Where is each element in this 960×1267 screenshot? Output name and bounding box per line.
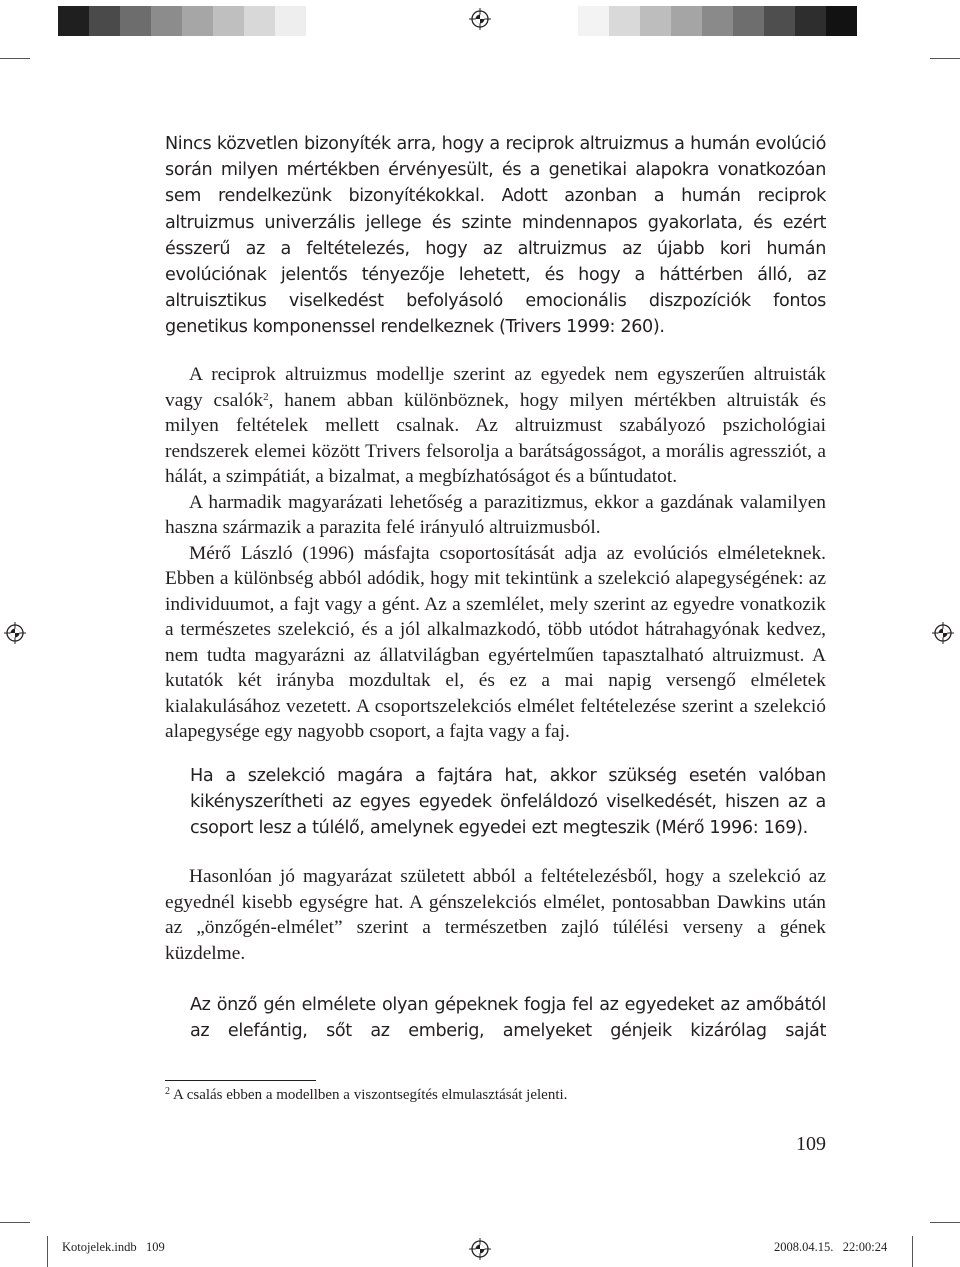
- color-swatch: [58, 6, 89, 36]
- color-swatch: [578, 6, 609, 36]
- color-swatch: [368, 6, 399, 36]
- crop-mark: [930, 1222, 960, 1223]
- color-swatch: [857, 6, 888, 36]
- paragraph-parasitism: A harmadik magyarázati lehetőség a parazitizmus, ekkor a gazdának valamilyen haszna származik a parazita felé irányuló altruizmusból.: [165, 491, 826, 538]
- color-swatch: [640, 6, 671, 36]
- color-swatch: [89, 6, 120, 36]
- block-quote-selfish-gene: Az önző gén elmélete olyan gépeknek fogja fel az egyedeket az amőbától az elefántig, sőt az emberig, amelyeket génjeik kizárólag saját: [190, 995, 826, 1042]
- registration-mark-icon: [4, 622, 26, 644]
- color-swatch: [919, 6, 950, 36]
- color-swatch: [120, 6, 151, 36]
- paragraph-gene-selection: Hasonlóan jó magyarázat született abból a feltételezésből, hogy a szelekció az egyednél kisebb egységre hat. A génszelekciós elmélet, pontosabban Dawkins után az „önzőgén-elmélet” szerint a természetben zajló túlélési verseny a gének küzdelme.: [165, 866, 826, 964]
- color-swatch: [275, 6, 306, 36]
- color-swatch: [337, 6, 368, 36]
- color-swatch: [671, 6, 702, 36]
- crop-mark: [0, 1222, 30, 1223]
- slug-timestamp: 2008.04.15. 22:00:24: [774, 1240, 888, 1254]
- color-swatch: [244, 6, 275, 36]
- paragraph-mero: Mérő László (1996) másfajta csoportosítását adja az evolúciós elméleteknek. Ebben a különbség abból adódik, hogy mit tekintünk a szelekció alapegységének: az individuumot, a fajt vagy a gént. Az a szemlélet, mely szerint az egyedre vonatkozik a természetes szelekció, és a jól alkalmazkodó, több utódot hátrahagyónak kedvez, nem tudta magyarázni az állatvilágban egyértelműen tapasztalható altruizmust. A kutatók két irányba mozdultak el, és ez a mai napig versengő elméletek kialakulásához vezetett. A csoportszelekciós elmélet feltételezése szerint a szelekció alapegysége egy nagyobb csoport, a fajta vagy a faj.: [165, 542, 826, 742]
- registration-mark-icon: [469, 8, 491, 30]
- footnote-reference: 2: [263, 390, 269, 403]
- color-swatch: [609, 6, 640, 36]
- slug-filename: Kotojelek.indb 109: [62, 1240, 165, 1254]
- color-swatch: [306, 6, 337, 36]
- page-number: 109: [796, 1133, 826, 1155]
- body-text: [165, 362, 826, 745]
- color-swatch: [213, 6, 244, 36]
- crop-mark: [0, 58, 30, 59]
- footnote: $^2$ A csalás ebben a modellben a viszontsegítés elmulasztását jelenti.: [165, 1086, 568, 1103]
- registration-mark-icon: [469, 1238, 491, 1260]
- crop-mark: [47, 1236, 48, 1267]
- color-swatch: [826, 6, 857, 36]
- color-swatch: [430, 6, 461, 36]
- color-swatch: [151, 6, 182, 36]
- registration-mark-icon: [932, 622, 954, 644]
- crop-mark: [930, 58, 960, 59]
- color-swatch: [764, 6, 795, 36]
- paragraph-intro: Nincs közvetlen bizonyíték arra, hogy a reciprok altruizmus a humán evolúció során milyen mértékben érvényesült, és a genetikai alapokra vonatkozóan sem rendelkezünk bizonyítékokkal. Adott azonban a humán reciprok altruizmus univerzális jellege és szinte mindennapos gyakorlata, és ezért ésszerű az a feltételezés, hogy az altruizmus az újabb kori humán evolúciónak jelentős tényezője lehetett, és hogy a háttérben álló, az altruisztikus viselkedést befolyásoló emocionális diszpozíciók fontos genetikus komponenssel rendelkeznek (Trivers 1999: 260).: [165, 134, 826, 338]
- color-swatch: [399, 6, 430, 36]
- paragraph-reciprocal-model: A reciprok altruizmus modellje szerint az egyedek nem egyszerűen altruisták vagy csalók$^2$, hanem abban különböznek, hogy milyen mértékben altruisták és milyen feltételek mellett csalnak. Az altruizmust szabályozó pszichológiai rendszerek elemei között Trivers felsorolja a barátságosságot, a morális agressziót, a hálát, a szimpátiát, a bizalmat, a megbízhatóságot és a bűntudatot.: [165, 364, 827, 487]
- crop-mark: [912, 1236, 913, 1267]
- footnote-rule: [165, 1080, 316, 1081]
- color-swatch: [950, 6, 960, 36]
- color-swatch: [182, 6, 213, 36]
- color-swatch: [888, 6, 919, 36]
- color-swatch: [795, 6, 826, 36]
- color-swatch: [733, 6, 764, 36]
- block-quote-selection: Ha a szelekció magára a fajtára hat, akkor szükség esetén valóban kikényszerítheti az egyes egyedek önfeláldozó viselkedését, hiszen az a csoport lesz a túlélő, amelynek egyedei ezt megteszik (Mérő 1996: 169).: [190, 766, 826, 839]
- color-swatch: [702, 6, 733, 36]
